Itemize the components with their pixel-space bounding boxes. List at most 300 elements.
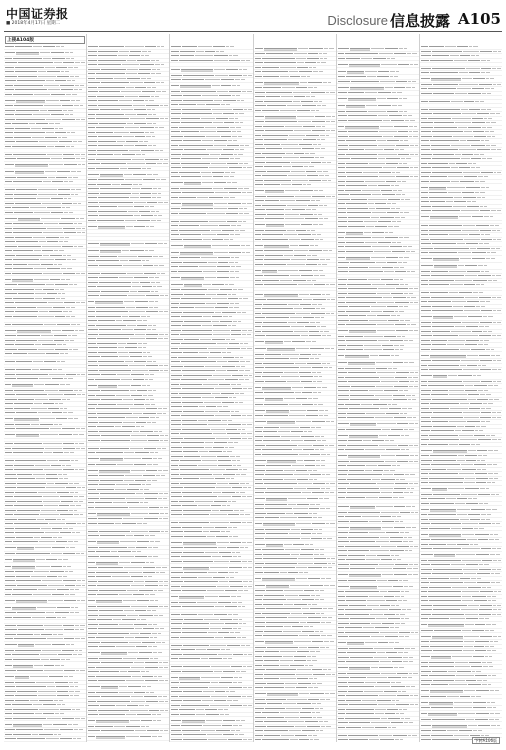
cell-text — [304, 590, 314, 591]
cell-text — [310, 153, 314, 154]
cell-text — [150, 399, 154, 400]
cell-text — [222, 628, 232, 629]
cell-text — [5, 241, 15, 242]
cell-text — [211, 230, 222, 231]
cell-text — [88, 370, 98, 371]
cell-text — [17, 691, 37, 692]
cell-text — [183, 700, 201, 701]
cell-text — [312, 604, 316, 605]
cell-text — [198, 577, 213, 578]
cell-text — [96, 311, 127, 312]
cell-text — [5, 212, 13, 213]
cell-text — [401, 217, 405, 218]
cell-text — [182, 527, 201, 528]
cell-text — [88, 109, 99, 110]
cell-text — [244, 109, 248, 110]
cell-text — [402, 181, 406, 182]
cell-text — [284, 234, 298, 235]
cell-text — [5, 537, 15, 538]
cell-text — [237, 100, 240, 101]
cell-text — [70, 340, 74, 341]
cell-text — [154, 307, 159, 308]
cell-text — [67, 255, 71, 256]
cell-text — [302, 105, 316, 106]
cell-text — [347, 208, 368, 209]
cell-text — [308, 647, 319, 648]
cell-text — [65, 52, 69, 53]
cell-text — [265, 367, 300, 368]
cell-text — [240, 393, 244, 394]
cell-text — [40, 110, 47, 111]
cell-text — [181, 649, 196, 650]
cell-text — [231, 257, 234, 258]
cell-text — [255, 460, 266, 461]
cell-text — [81, 428, 85, 429]
cell-text — [216, 438, 229, 439]
cell-text — [171, 637, 179, 638]
cell-text — [5, 284, 17, 285]
cell-text — [47, 638, 63, 639]
cell-text — [88, 282, 98, 283]
cell-text — [126, 726, 140, 727]
cell-text — [171, 542, 182, 543]
cell-text — [171, 60, 178, 61]
cell-text — [263, 635, 297, 636]
cell-text — [55, 483, 68, 484]
cell-text — [98, 385, 117, 386]
cell-text — [346, 163, 368, 164]
cell-text — [241, 100, 244, 101]
cell-text — [239, 213, 243, 214]
cell-text — [14, 469, 42, 470]
cell-text — [310, 245, 314, 246]
cell-text — [307, 230, 310, 231]
cell-text — [67, 566, 71, 567]
cell-text — [321, 578, 326, 579]
cell-text — [217, 483, 228, 484]
cell-text — [133, 413, 141, 414]
cell-text — [5, 255, 15, 256]
cell-text — [88, 535, 99, 536]
cell-text — [5, 659, 12, 660]
cell-text — [368, 185, 378, 186]
cell-text — [180, 252, 214, 253]
cell-text — [208, 424, 227, 425]
cell-text — [328, 608, 332, 609]
cell-text — [387, 111, 397, 112]
cell-text — [309, 678, 314, 679]
cell-text — [213, 176, 223, 177]
cell-text — [146, 408, 156, 409]
cell-text — [216, 370, 227, 371]
cell-text — [130, 633, 139, 634]
cell-text — [262, 110, 279, 111]
cell-text — [183, 406, 198, 407]
cell-text — [181, 361, 216, 362]
cell-text — [338, 221, 347, 222]
cell-text — [307, 726, 320, 727]
cell-text — [18, 478, 36, 479]
cell-text — [297, 651, 310, 652]
cell-text — [16, 340, 38, 341]
cell-text — [309, 180, 321, 181]
cell-text — [5, 128, 14, 129]
cell-text — [255, 381, 264, 382]
cell-text — [88, 145, 97, 146]
cell-text — [143, 413, 157, 414]
cell-text — [62, 428, 75, 429]
cell-text — [96, 73, 125, 74]
cell-text — [306, 264, 317, 265]
cell-text — [161, 531, 165, 532]
cell-text — [141, 720, 152, 721]
cell-text — [158, 736, 162, 737]
cell-text — [75, 76, 79, 77]
cell-text — [291, 259, 306, 260]
cell-text — [171, 379, 179, 380]
cell-text — [184, 487, 215, 488]
cell-text — [15, 695, 37, 696]
cell-text — [55, 349, 68, 350]
cell-text — [282, 354, 299, 355]
cell-text — [266, 465, 291, 466]
cell-text — [280, 665, 289, 666]
cell-text — [16, 600, 47, 601]
cell-text — [243, 75, 247, 76]
cell-text — [38, 695, 56, 696]
table-row — [87, 684, 169, 691]
cell-text — [232, 85, 236, 86]
cell-text — [33, 114, 50, 115]
cell-text — [45, 448, 62, 449]
cell-text — [264, 259, 290, 260]
cell-text — [73, 434, 77, 435]
cell-text — [242, 252, 245, 253]
cell-text — [96, 464, 116, 465]
cell-text — [209, 658, 223, 659]
cell-text — [211, 505, 221, 506]
cell-text — [147, 109, 151, 110]
cell-text — [212, 245, 229, 246]
cell-text — [182, 492, 212, 493]
cell-text — [409, 136, 412, 137]
cell-text — [402, 194, 405, 195]
cell-text — [16, 241, 38, 242]
cell-text — [159, 127, 163, 128]
cell-text — [5, 316, 12, 317]
cell-text — [265, 200, 279, 201]
cell-text — [242, 696, 246, 697]
cell-text — [338, 126, 345, 127]
cell-text — [283, 148, 301, 149]
cell-text — [75, 469, 78, 470]
cell-text — [155, 301, 159, 302]
cell-text — [255, 678, 263, 679]
cell-text — [64, 198, 67, 199]
cell-text — [324, 721, 328, 722]
cell-text — [205, 51, 215, 52]
cell-text — [215, 388, 232, 389]
cell-text — [15, 528, 40, 529]
cell-text — [88, 51, 97, 52]
cell-text — [5, 369, 15, 370]
cell-text — [245, 514, 250, 515]
cell-text — [34, 250, 41, 251]
cell-text — [153, 624, 157, 625]
cell-text — [47, 207, 60, 208]
cell-text — [113, 619, 121, 620]
cell-text — [67, 80, 71, 81]
cell-text — [302, 404, 313, 405]
cell-text — [397, 92, 402, 93]
cell-text — [394, 87, 405, 88]
cell-text — [119, 562, 131, 563]
cell-text — [51, 94, 64, 95]
cell-text — [313, 517, 317, 518]
cell-text — [130, 390, 137, 391]
cell-text — [255, 538, 264, 539]
cell-text — [296, 578, 307, 579]
cell-text — [179, 197, 196, 198]
section-title-cn: 信息披露 — [389, 12, 450, 30]
cell-text — [287, 264, 305, 265]
cell-text — [98, 523, 114, 524]
cell-text — [123, 422, 134, 423]
cell-text — [141, 215, 152, 216]
cell-text — [147, 610, 150, 611]
cell-text — [135, 610, 147, 611]
cell-text — [241, 60, 245, 61]
cell-text — [5, 158, 16, 159]
cell-text — [38, 589, 56, 590]
cell-text — [266, 608, 301, 609]
cell-text — [73, 654, 78, 655]
cell-text — [96, 114, 124, 115]
cell-text — [58, 293, 61, 294]
cell-text — [266, 410, 289, 411]
cell-text — [225, 590, 237, 591]
cell-text — [134, 277, 148, 278]
cell-text — [97, 96, 124, 97]
cell-text — [79, 434, 84, 435]
cell-text — [5, 528, 14, 529]
cell-text — [263, 363, 294, 364]
cell-text — [184, 136, 206, 137]
cell-text — [230, 561, 241, 562]
cell-text — [45, 629, 63, 630]
cell-text — [318, 264, 322, 265]
cell-text — [79, 650, 82, 651]
table-row — [87, 741, 169, 743]
cell-text — [63, 158, 75, 159]
cell-text — [74, 695, 79, 696]
cell-text — [338, 257, 345, 258]
cell-text — [316, 427, 321, 428]
cell-text — [29, 123, 35, 124]
table-row — [170, 200, 252, 207]
cell-text — [338, 111, 345, 112]
cell-text — [5, 686, 15, 687]
cell-text — [150, 637, 153, 638]
cell-text — [137, 551, 140, 552]
cell-text — [171, 252, 179, 253]
cell-text — [99, 422, 122, 423]
cell-text — [209, 221, 227, 222]
cell-text — [163, 696, 167, 697]
cell-text — [345, 53, 378, 54]
cell-text — [96, 562, 117, 563]
cell-text — [147, 78, 152, 79]
cell-text — [346, 242, 364, 243]
cell-text — [304, 626, 309, 627]
cell-text — [196, 709, 203, 710]
cell-text — [198, 420, 207, 421]
cell-text — [213, 325, 226, 326]
cell-text — [156, 475, 160, 476]
cell-text — [218, 709, 222, 710]
cell-text — [171, 496, 182, 497]
cell-text — [398, 131, 408, 132]
cell-text — [238, 628, 241, 629]
cell-text — [134, 399, 146, 400]
cell-text — [55, 123, 60, 124]
cell-text — [134, 329, 145, 330]
cell-text — [255, 544, 266, 545]
cell-text — [40, 52, 50, 53]
cell-text — [148, 646, 152, 647]
cell-text — [145, 100, 148, 101]
cell-text — [326, 116, 331, 117]
cell-text — [179, 127, 205, 128]
cell-text — [70, 505, 75, 506]
cell-text — [237, 312, 242, 313]
cell-text — [213, 492, 221, 493]
cell-text — [99, 46, 124, 47]
cell-text — [5, 553, 15, 554]
cell-text — [200, 225, 217, 226]
cell-text — [88, 127, 95, 128]
cell-text — [372, 194, 381, 195]
cell-text — [338, 163, 346, 164]
cell-text — [231, 225, 236, 226]
cell-text — [255, 699, 265, 700]
cell-text — [264, 687, 284, 688]
table-row — [337, 45, 419, 52]
cell-text — [313, 270, 318, 271]
cell-text — [239, 208, 243, 209]
cell-text — [365, 242, 378, 243]
cell-text — [98, 55, 117, 56]
cell-text — [46, 487, 64, 488]
cell-text — [58, 734, 61, 735]
cell-text — [51, 553, 62, 554]
cell-text — [255, 567, 263, 568]
cell-text — [248, 687, 252, 688]
cell-text — [132, 676, 141, 677]
cell-text — [210, 522, 229, 523]
table-row — [4, 642, 86, 649]
cell-text — [153, 464, 158, 465]
cell-text — [5, 207, 11, 208]
cell-text — [394, 126, 408, 127]
cell-text — [162, 448, 167, 449]
cell-text — [314, 563, 327, 564]
cell-text — [299, 693, 308, 694]
cell-text — [288, 175, 306, 176]
cell-text — [182, 671, 213, 672]
cell-text — [322, 440, 326, 441]
cell-text — [159, 581, 163, 582]
cell-text — [61, 268, 66, 269]
cell-text — [180, 637, 214, 638]
cell-text — [280, 651, 295, 652]
cell-text — [184, 531, 202, 532]
cell-text — [131, 395, 141, 396]
cell-text — [215, 691, 225, 692]
cell-text — [237, 131, 240, 132]
cell-text — [230, 303, 233, 304]
cell-text — [267, 348, 295, 349]
cell-text — [322, 264, 327, 265]
cell-text — [284, 479, 296, 480]
cell-text — [284, 470, 295, 471]
cell-text — [130, 408, 145, 409]
cell-text — [317, 683, 322, 684]
cell-text — [88, 307, 95, 308]
cell-text — [148, 114, 151, 115]
cell-text — [171, 433, 178, 434]
cell-text — [403, 262, 407, 263]
cell-text — [126, 714, 137, 715]
cell-text — [126, 417, 138, 418]
cell-text — [139, 96, 149, 97]
cell-text — [244, 590, 248, 591]
cell-text — [171, 339, 183, 340]
cell-text — [18, 629, 45, 630]
cell-text — [88, 458, 99, 459]
cell-text — [46, 353, 59, 354]
cell-text — [266, 209, 284, 210]
cell-text — [255, 730, 263, 731]
cell-text — [398, 154, 409, 155]
cell-text — [144, 696, 157, 697]
cell-text — [101, 435, 130, 436]
cell-text — [278, 431, 290, 432]
cell-text — [57, 492, 69, 493]
cell-text — [399, 98, 403, 99]
cell-text — [131, 531, 147, 532]
cell-text — [240, 149, 244, 150]
cell-text — [31, 128, 41, 129]
cell-text — [383, 120, 390, 121]
cell-text — [232, 182, 237, 183]
cell-text — [202, 234, 216, 235]
cell-text — [88, 701, 96, 702]
cell-text — [305, 218, 318, 219]
cell-text — [367, 76, 376, 77]
cell-text — [99, 714, 125, 715]
cell-text — [55, 316, 65, 317]
table-row — [87, 241, 169, 248]
cell-text — [221, 104, 225, 105]
cell-text — [62, 465, 65, 466]
cell-text — [255, 427, 264, 428]
cell-text — [267, 421, 295, 422]
cell-text — [182, 397, 201, 398]
cell-text — [255, 585, 265, 586]
cell-text — [137, 523, 142, 524]
cell-text — [311, 230, 314, 231]
